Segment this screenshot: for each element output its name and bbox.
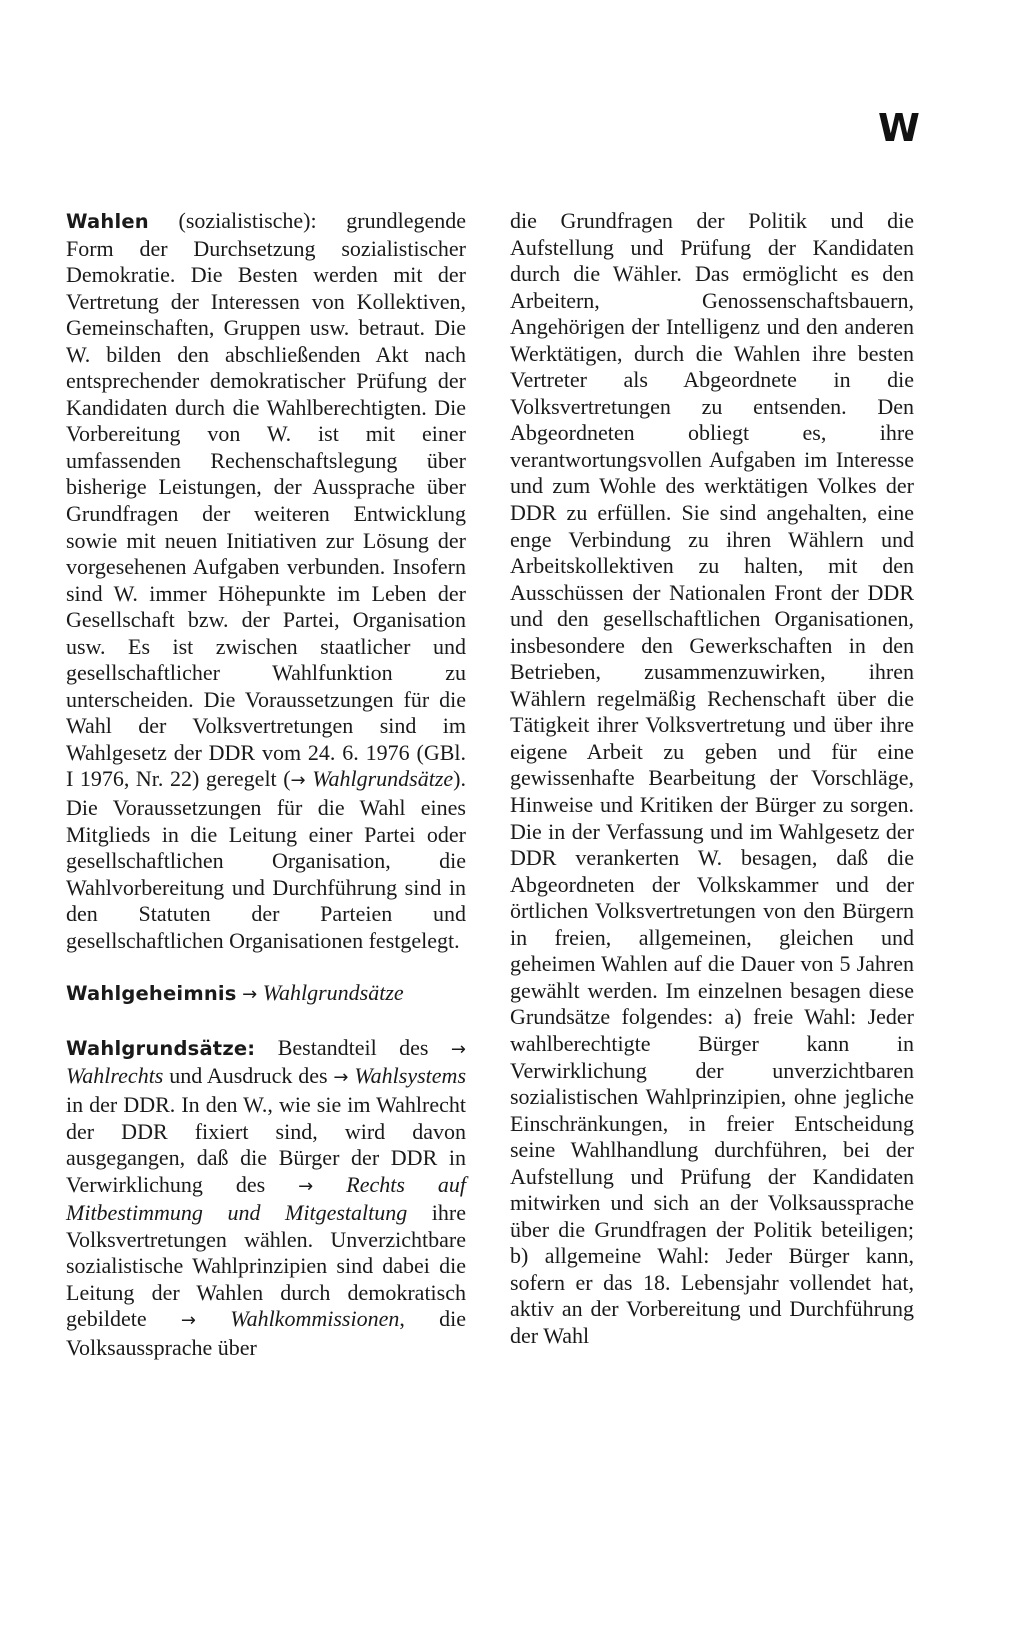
entry-wahlgrundsaetze — [66, 1035, 466, 1362]
right-column — [510, 208, 914, 1350]
cross-reference-arrow-icon: → — [290, 770, 306, 792]
entry-text: in der DDR. In den W., wie sie im Wahlrecht der DDR fixiert sind, wird davon ausgegangen, daß die Bürger der DDR in Verwirklichung des — [66, 1091, 466, 1197]
entry-headword: Wahlgeheimnis — [66, 982, 237, 1006]
cross-reference-arrow-icon: → — [333, 1067, 349, 1089]
cross-reference-arrow-icon: → — [180, 1310, 196, 1332]
entry-continuation: die Grundfragen der Politik und die Aufstellung und Prüfung der Kandidaten durch die Wähler. Das ermöglicht es den Arbeitern, Genossenschaftsbauern, Angehörigen der Intelligenz und den anderen Werktätigen, durch die Wahlen ihre besten Vertreter als Abgeordnete in die Volksvertretungen zu entsenden. Den Abgeordneten obliegt es, ihre verantwortungsvollen Aufgaben im Interesse und zum Wohle des werktätigen Volkes der DDR zu erfüllen. Sie sind angehalten, eine enge Verbindung zu ihren Wählern und Arbeitskollektiven zu halten, mit den Ausschüssen der Nationalen Front der DDR und den gesellschaftlichen Organisationen, insbesondere den Gewerkschaften in den Betrieben, zusammenzuwirken, ihren Wählern regelmäßig Rechenschaft über die Tätigkeit ihrer Volksvertretung und über ihre eigene Arbeit zu geben und für eine gewissenhafte Bearbeitung der Vorschläge, Hinweise und Kritiken der Bürger zu sorgen. Die in der Verfassung und im Wahlgesetz der DDR verankerten W. besagen, daß die Abgeordneten der Volkskammer und der örtlichen Volksvertretungen von den Bürgern in freien, allgemeinen, gleichen und geheimen Wahlen auf die Dauer von 5 Jahren gewählt werden. Im einzelnen besagen diese Grundsätze folgendes: a) freie Wahl: Jeder wahlberechtigte Bürger kann in Verwirklichung der unverzichtbaren sozialistischen Wahlprinzipien, ohne jegliche Einschränkungen, in freier Entscheidung seine Wahlhandlung durchführen, bei der Aufstellung und Prüfung der Kandidaten mitwirken und sich an der Volksaussprache über die Grundfragen der Politik beteiligen; b) allgemeine Wahl: Jeder Bürger kann, sofern er das 18. Lebensjahr vollendet hat, aktiv an der Vorbereitung und Durchführung der Wahl — [510, 208, 914, 1348]
entry-text: ). Die Voraussetzungen für die Wahl eines Mitglieds in die Leitung einer Partei oder gesellschaftlichen Organisation, die Wahlvorbereitung und Durchführung sind in den Statuten der Parteien und gesellschaftlichen Organisationen festgelegt. — [66, 766, 466, 953]
cross-reference-arrow-icon: → — [242, 984, 258, 1006]
cross-reference-link[interactable]: Wahlkommissionen — [230, 1306, 400, 1332]
cross-reference-link[interactable]: Rechts auf Mitbestimmung und Mitgestaltung — [66, 1171, 467, 1226]
entry-text: und Ausdruck des — [163, 1063, 334, 1089]
entry-wahlen — [66, 208, 466, 954]
entry-headword: Wahlen — [66, 210, 149, 233]
section-letter: W — [878, 106, 920, 150]
entry-text: , die Volksaussprache über — [66, 1306, 466, 1360]
cross-reference-link[interactable]: Wahlgrundsätze — [262, 980, 404, 1006]
entry-text: ihre Volksvertretungen wählen. Unverzichtbare sozialistische Wahlprinzipien sind dabei die Leitung der Wahlen durch demokratisch gebildete — [66, 1200, 467, 1332]
cross-reference-link[interactable]: Wahlsystems — [354, 1063, 467, 1089]
left-column — [66, 208, 466, 1361]
entry-text: (sozialistische): grundlegende Form der Durchsetzung sozialistischer Demokratie. Die Besten werden mit der Vertretung der Interessen von Kollektiven, Gemeinschaften, Gruppen usw. betraut. Die W. bilden den abschließenden Akt nach entsprechender demokratischer Prüfung der Kandidaten durch die Wahlberechtigten. Die Vorbereitung von W. ist mit einer umfassenden Rechenschaftslegung über bisherige Leistungen, der Aussprache über Grundfragen der weiteren Entwicklung sowie mit neuen Initiativen zur Lösung der vorgesehenen Aufgaben verbunden. Insofern sind W. immer Höhepunkte im Leben der Gesellschaft bzw. der Partei, Organisation usw. Es ist zwischen staatlicher und gesellschaftlicher Wahlfunktion zu unterscheiden. Die Voraussetzungen für die Wahl der Volksvertretungen sind im Wahlgesetz der DDR vom 24. 6. 1976 (GBl. I 1976, Nr. 22) geregelt ( — [66, 208, 466, 792]
cross-reference-arrow-icon: → — [450, 1038, 466, 1060]
entry-wahlgeheimnis — [66, 980, 466, 1009]
entry-headword: Wahlgrundsätze: — [66, 1036, 256, 1060]
cross-reference-link[interactable]: Wahlrechts — [66, 1063, 164, 1089]
cross-reference-arrow-icon: → — [298, 1175, 314, 1197]
entry-text: Bestandteil des — [255, 1034, 451, 1060]
cross-reference-link[interactable]: Wahlgrundsätze — [312, 766, 454, 792]
